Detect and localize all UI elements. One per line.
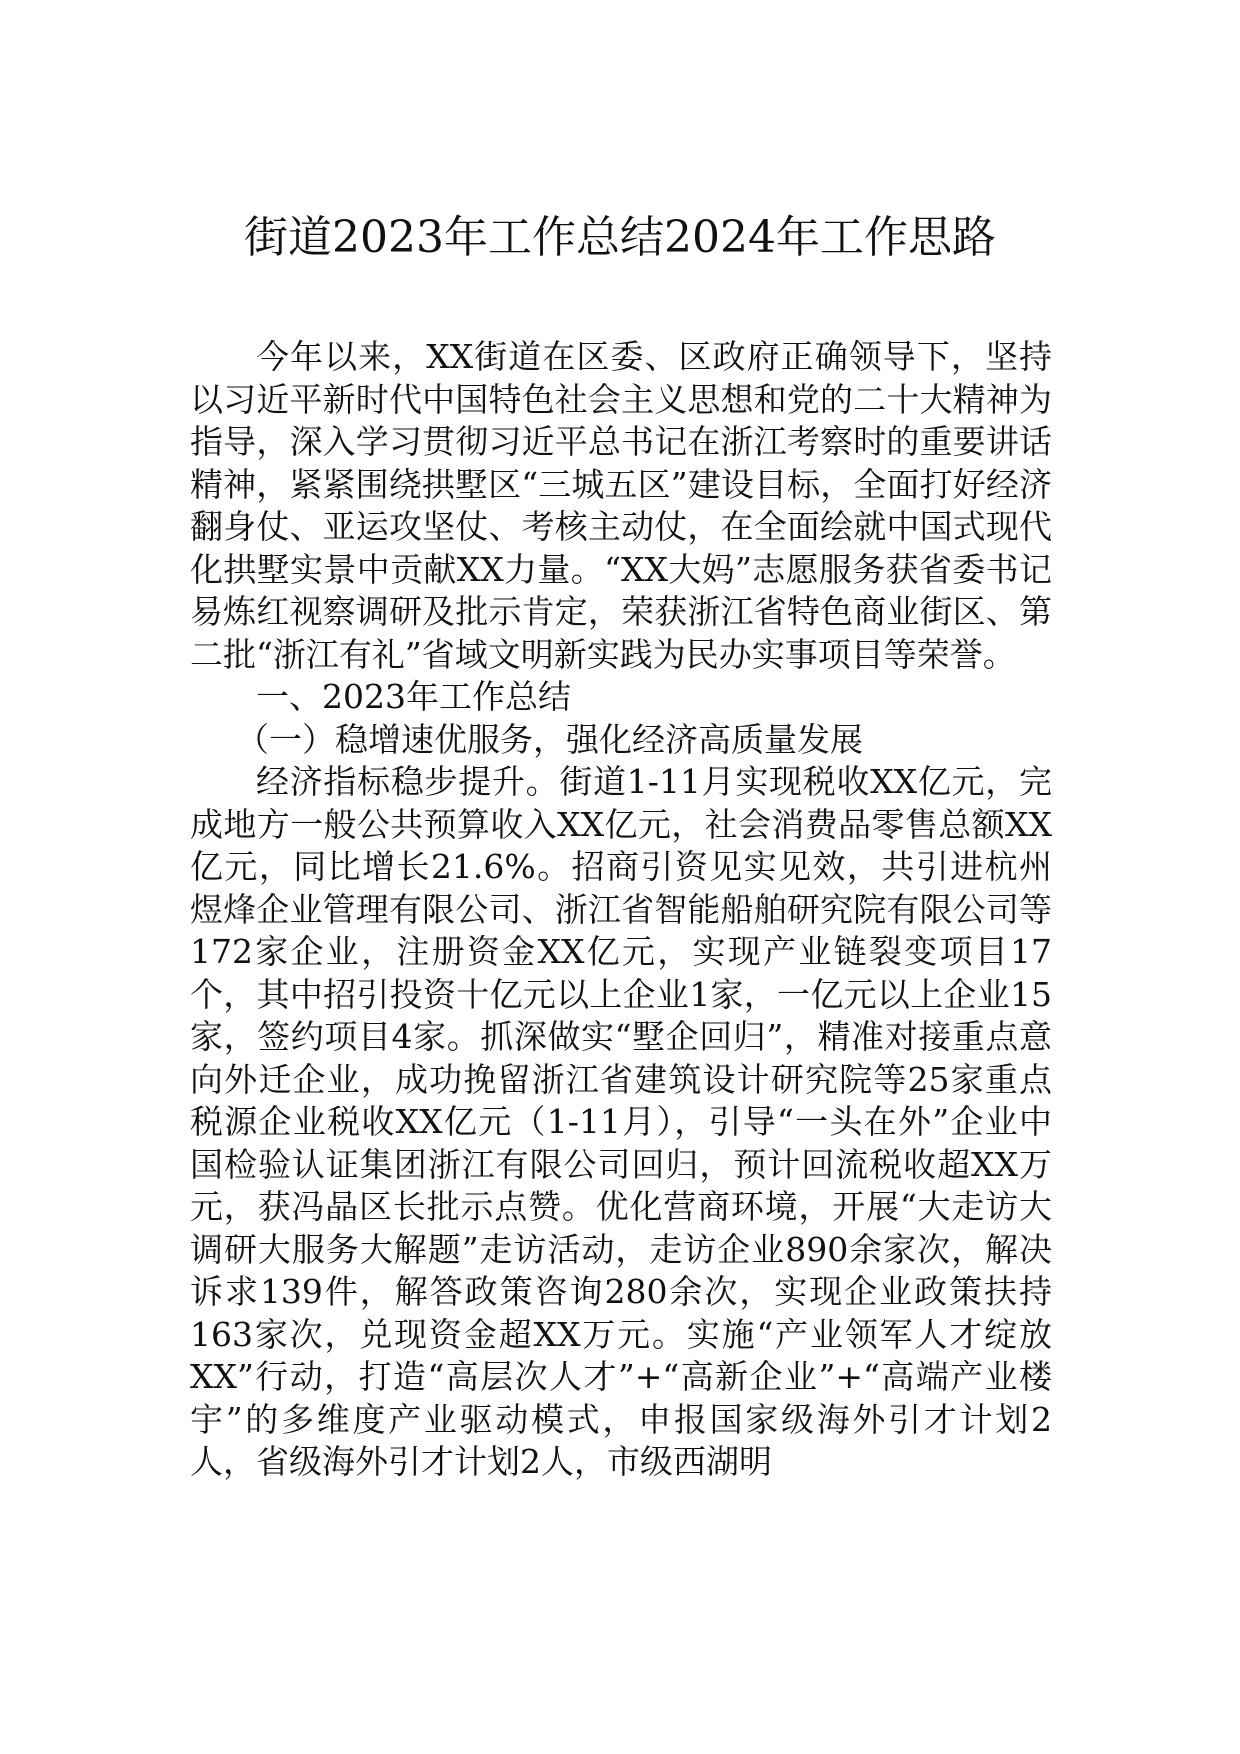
document-title: 街道2023年工作总结2024年工作思路	[244, 212, 996, 263]
subsection-heading: （一）稳增速优服务，强化经济高质量发展	[236, 719, 863, 759]
section-heading: 一、2023年工作总结	[256, 677, 571, 716]
subsection-paragraph: 经济指标稳步提升。街道1-11月实现税收XX亿元，完成地方一般公共预算收入XX亿元，社会消费品零售总额XX亿元，同比增长21.6%。招商引资见实见效，共引进杭州煜烽企业管理有限公司、浙江省智能船舶研究院有限公司等172家企业，注册资金XX亿元，实现产业链裂变项目17个，其中招引投资十亿元以上企业1家，一亿元以上企业15家，签约项目4家。抓深做实“墅企回归”，精准对接重点意向外迁企业，成功挽留浙江省建筑设计研究院等25家重点税源企业税收XX亿元（1-11月），引导“一头在外”企业中国检验认证集团浙江有限公司回归，预计回流税收超XX万元，获冯晶区长批示点赞。优化营商环境，开展“大走访大调研大服务大解题”走访活动，走访企业890余家次，解决诉求139件，解答政策咨询280余次，实现企业政策扶持163家次，兑现资金超XX万元。实施“产业领军人才绽放XX”行动，打造“高层次人才”+“高新企业”+“高端产业楼宇”的多维度产业驱动模式，申报国家级海外引才计划2人，省级海外引才计划2人，市级西湖明	[190, 762, 1052, 1481]
intro-paragraph: 今年以来，XX街道在区委、区政府正确领导下，坚持以习近平新时代中国特色社会主义思想和党的二十大精神为指导，深入学习贯彻习近平总书记在浙江考察时的重要讲话精神，紧紧围绕拱墅区“三城五区”建设目标，全面打好经济翻身仗、亚运攻坚仗、考核主动仗，在全面绘就中国式现代化拱墅实景中贡献XX力量。“XX大妈”志愿服务获省委书记易炼红视察调研及批示肯定，荣获浙江省特色商业街区、第二批“浙江有礼”省域文明新实践为民办实事项目等荣誉。	[190, 337, 1052, 674]
document-body	[190, 336, 1052, 1484]
